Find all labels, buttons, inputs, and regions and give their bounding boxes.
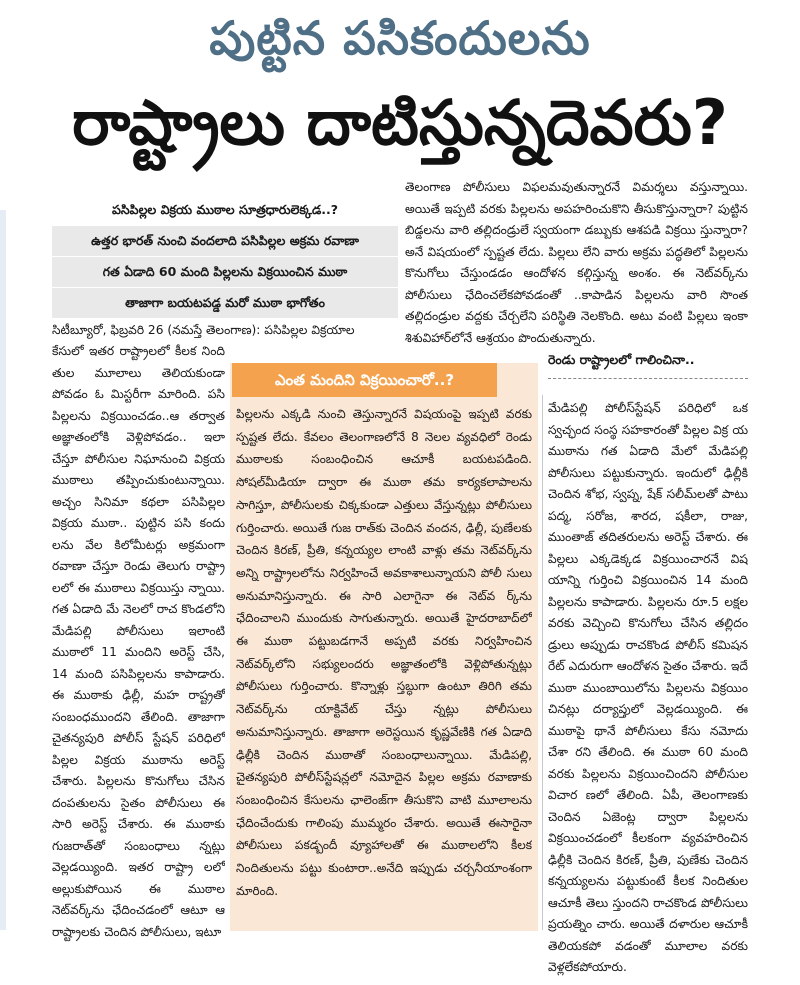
column-1-text: కేసులో ఇతర రాష్ట్రాలలో కీలక నింది తుల మూలాలు తెలియకుండా పోవడం ఓ మిస్టరీగా మారింది. పసి పిల్లలను విక్రయించడం..ఆ తర్వాత అజ్ఞాతంలోకి వెళ్లిపోవడం.. ఇలా చేస్తూ పోలీసుల నిఘానుంచి విక్రయ ముఠాలు తప్పించుకుంటున్నాయి. అచ్చం సినిమా కథలా పసిపిల్లల విక్రయ ముఠా.. పుట్టిన పసి కందు లను వేల కిలోమీటర్లు అక్రమంగా రవాణా చేస్తూ రెండు తెలుగు రాష్ట్రా లలో ఈ ముఠాలు విక్రయిస్తు న్నాయి. గత ఏడాది మే నెలలో రాచ కొండలోని మేడిపల్లి పోలీసులు ఇలాంటి ముఠాలో 11 మందిని అరెస్ట్ చేసి, 14 మంది పసిపిల్లలను కాపాడారు. ఈ ముఠాకు ఢిల్లీ, మహ రాష్ట్రతో సంబంధముందని తేలింది. తాజాగా చైతన్యపురి పోలీస్ స్టేషన్ పరిధిలో పిల్లల విక్రయ ముఠాను అరెస్ట్ చేశారు. పిల్లలను కొనుగోలు చేసిన దంపతులను సైతం పోలీసులు ఈ సారి అరెస్ట్ చేశారు. ఈ ముఠాకు గుజరాత్‌తో సంబంధాలు న్నట్లు వెల్లడయ్యింది. ఇతర రాష్ట్రా లలో అల్లుకుపోయిన ఈ ముఠాల నెట్‌వర్క్‌ను ఛేదించడంలో ఆటూ ఆ రాష్ట్రాలకు చెందిన పోలీసులు, ఇటూ [52, 344, 225, 939]
column-3-subhead: రెండు రాష్ట్రాలలో గాలించినా.. [548, 352, 695, 367]
article-headline: రాష్ట్రాలు దాటిస్తున్నదెవరు? [72, 86, 728, 159]
dateline-text: సిటీబ్యూరో, ఫిబ్రవరి 26 (నమస్తే తెలంగాణ): పసిపిల్లల విక్రయాల [52, 323, 355, 337]
deck-4: తాజాగా బయటపడ్డ మరో ముఠా భాగోతం [52, 288, 398, 318]
body-column-3 [548, 398, 748, 979]
left-margin-strip [0, 210, 6, 930]
body-column-1 [52, 341, 225, 943]
deck-3: గత ఏడాది 60 మంది పిల్లలను విక్రయించిన ముఠా [52, 257, 398, 287]
deck-1: పసిపిల్లల విక్రయ ముఠాల సూత్రధారులెక్కడ..? [112, 202, 338, 217]
sidebar-box-title: ఎంత మందిని విక్రయించారో..? [232, 363, 497, 397]
subhead-divider [548, 378, 748, 379]
body-column-2-top [405, 177, 748, 349]
dateline-lead [52, 320, 398, 342]
sidebar-box-text: పిల్లలను ఎక్కడి నుంచి తెస్తున్నారనే విషయంపై ఇప్పటి వరకు స్పష్టత లేదు. కేవలం తెలంగాణలోనే 8 నెలల వ్యవధిలో రెండు ముఠాలకు సంబంధించిన ఆచూకీ బయటపడింది. సోషల్‌మీడియా ద్వారా ఈ ముఠా తమ కార్యకలాపాలను సాగిస్తూ, పోలీసులకు చిక్కకుండా ఎత్తులు వేస్తున్నట్లు పోలీసులు గుర్తించారు. అయితే గుజ రాత్‌కు చెందిన వందన, ఢిల్లీ, పుణేలకు చెందిన కిరణ్, ప్రీతి, కన్నయ్యల లాంటి వాళ్లు తమ నెట్‌వర్క్‌ను అన్ని రాష్ట్రాలలోను నిర్వహించే అవకాశాలున్నాయని పోలీ సులు అనుమానిస్తున్నారు. ఈ సారి ఎలాగైనా ఈ నెట్‌వ ర్క్‌ను ఛేదించాలని ముందుకు సాగుతున్నారు. అయితే హైదరాబాద్‌లో ఈ ముఠా పట్టుబడగానే అప్పటి వరకు నిర్వహించిన నెట్‌వర్క్‌లోని సభ్యులందరు అజ్ఞాతంలోకి వెళ్లిపోతున్నట్లు పోలీసులు గుర్తించారు. కొన్నాళ్లు స్తబ్ధుగా ఉంటూ తిరిగి తమ నెట్‌వర్క్‌ను యాక్టివేట్ చేస్తు న్నట్లు పోలీసులు అనుమానిస్తున్నారు. తాజాగా అరెస్టయిన కృష్ణవేణికి గత ఏడాది ఢిల్లీకి చెందిన ముఠాతో సంబంధాలున్నాయి. మేడిపల్లి, చైతన్యపురి పోలీస్‌స్టేషన్లలో నమోదైన పిల్లల అక్రమ రవాణాకు సంబంధించిన కేసులను ఛాలెంజ్‌గా తీసుకొని వాటి మూలాలను ఛేదించేందుకు గాలింపు ముమ్మరం చేశారు. అయితే ఈసారైనా పోలీసులు పకడ్బందీ వ్యూహాలతో ఈ ముఠాలలోని కీలక నిందితులను పట్టు కుంటారా..అనేది ఇప్పుడు చర్చనీయాంశంగా మారింది. [236, 407, 532, 898]
deck-2: ఉత్తర భారత్ నుంచి వందలాది పసిపిల్లల అక్రమ రవాణా [52, 226, 398, 256]
column-divider [542, 395, 543, 930]
deck-list [52, 195, 398, 319]
article-kicker: పుట్టిన పసికందులను [209, 11, 591, 65]
column-2-top-text: తెలంగాణ పోలీసులు విఫలమవుతున్నారనే విమర్శలు వస్తున్నాయి. అయితే ఇప్పటి వరకు పిల్లలను అపహరించుకొని తీసుకొస్తున్నారా? పుట్టిన బిడ్డలను వారి తల్లిదండ్రులే స్వయంగా డబ్బుకు ఆశపడి విక్రయి స్తున్నారా? అనే విషయంలో స్పష్టత లేదు. పిల్లలు లేని వారు అక్రమ పద్ధతిలో పిల్లలను కొనుగోలు చేస్తుండడం ఆందోళన కల్గిస్తున్న అంశం. ఈ నెట్‌వర్క్‌ను పోలీసులు ఛేదించలేకపోవడంతో ..కాపాడిన పిల్లలను వారి సొంత తల్లిదండ్రుల వద్దకు చేర్చలేని పరిస్థితి నెలకొంది. అటు వంటి పిల్లలు ఇంకా శిశువిహార్‌లోనే ఆశ్రయం పొందుతున్నారు. [405, 180, 748, 345]
column-3-text: మేడిపల్లి పోలీస్‌స్టేషన్ పరిధిలో ఒక స్వచ్ఛంద సంస్థ సహకారంతో పిల్లల విక్ర య ముఠాను గత ఏడాది మేలో మేడిపల్లి పోలీసులు పట్టుకున్నారు. ఇందులో ఢిల్లీకి చెందిన శోభ, స్వప్న, షేక్ సలీమ్‌లతో పాటు పద్మ, సరోజ, శారద, షకీలా, రాజు, ముంతాజ్ తదితరులను అరెస్ట్ చేశారు. ఈ పిల్లలు ఎక్కడెక్కడ విక్రయించారనే విష యాన్ని గుర్తించి విక్రయించిన 14 మంది పిల్లలను కాపాడారు. పిల్లలను రూ.5 లక్షల వరకు వెచ్చించి కొనుగోలు చేసిన తల్లిదం డ్రులు అప్పుడు రాచకొండ పోలీస్ కమిషన రేట్ ఎదురుగా ఆందోళన సైతం చేశారు. ఇదే ముఠా ముంబాయిలోను పిల్లలను విక్రయిం చినట్లు దర్యాప్తులో వెల్లడయ్యింది. ఈ ముఠాపై థానే పోలీసులు కేసు నమోదు చేశా రని తేలింది. ఈ ముఠా 60 మంది వరకు పిల్లలను విక్రయించిందని పోలీసుల విచార ణలో తేలింది. ఏపీ, తెలంగాణకు చెందిన ఏజెంట్ల ద్వారా పిల్లలను విక్రయించడంలో కీలకంగా వ్యవహరించిన ఢిల్లీకి చెందిన కిరణ్, ప్రీతి, పుణేకు చెందిన కన్నయ్యలను పట్టుకుంటే కీలక నిందితుల ఆచూకీ తెలు స్తుందని రాచకొండ పోలీసులు ప్రయత్నిం చారు. అయితే దళారుల ఆచూకీ తెలియకపో వడంతో మూలాల వరకు వెళ్లలేకపోయారు. [548, 401, 748, 974]
sidebar-box-body [236, 403, 532, 902]
